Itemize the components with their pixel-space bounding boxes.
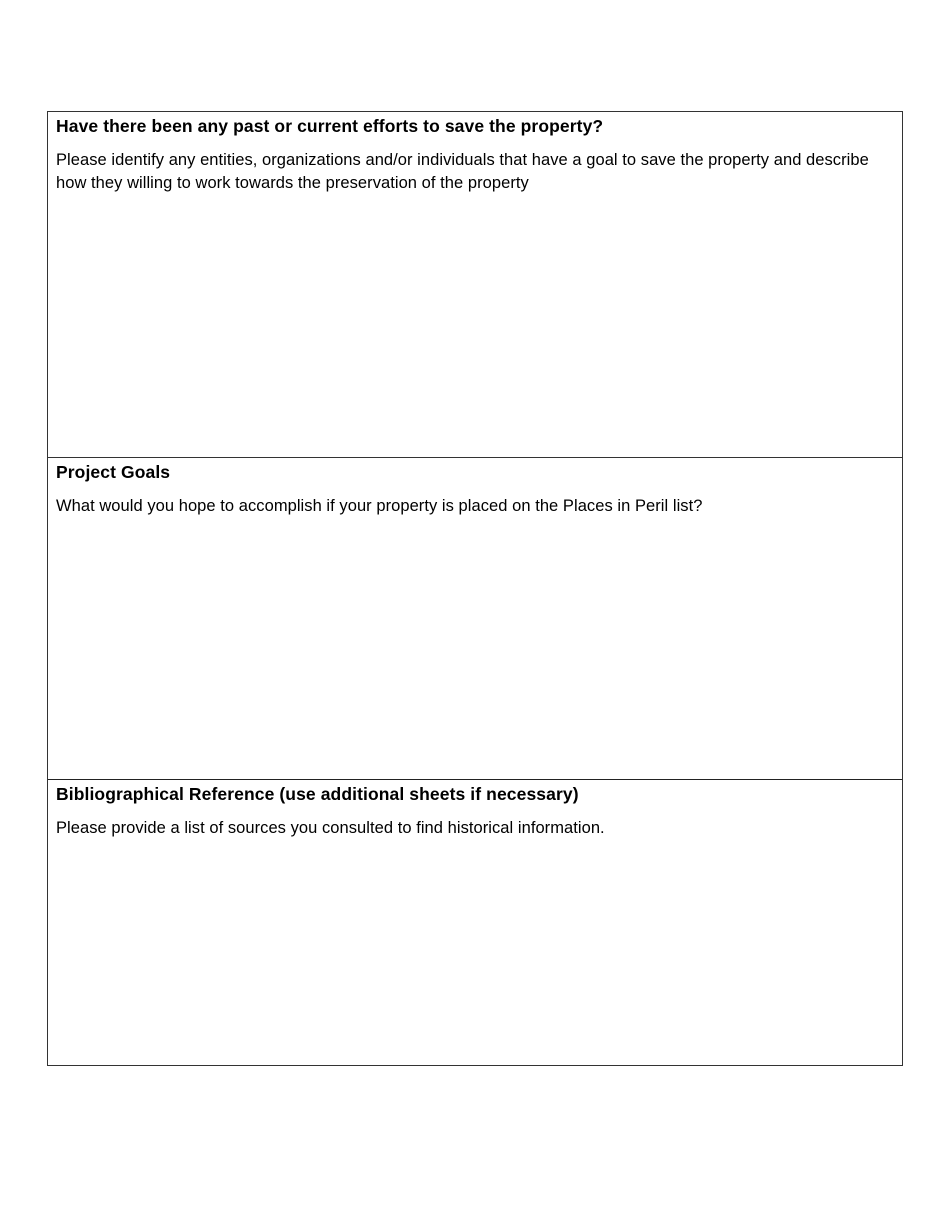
section-project-goals [48, 458, 902, 780]
section-heading: Bibliographical Reference (use additional sheets if necessary) [56, 784, 579, 804]
section-prompt: What would you hope to accomplish if your property is placed on the Places in Peril list? [56, 497, 703, 515]
preservation-efforts-answer-area[interactable] [56, 202, 894, 449]
section-prompt: Please identify any entities, organizations and/or individuals that have a goal to save the property and describe how they willing to work towards the preservation of the property [56, 151, 869, 192]
section-heading: Project Goals [56, 462, 171, 482]
section-preservation-efforts [48, 112, 902, 458]
project-goals-answer-area[interactable] [56, 522, 894, 771]
section-prompt: Please provide a list of sources you consulted to find historical information. [56, 819, 605, 837]
section-heading: Have there been any past or current efforts to save the property? [56, 116, 604, 136]
bibliographical-reference-answer-area[interactable] [56, 844, 894, 1057]
form-table [47, 111, 903, 1066]
section-bibliographical-reference [48, 780, 902, 1065]
